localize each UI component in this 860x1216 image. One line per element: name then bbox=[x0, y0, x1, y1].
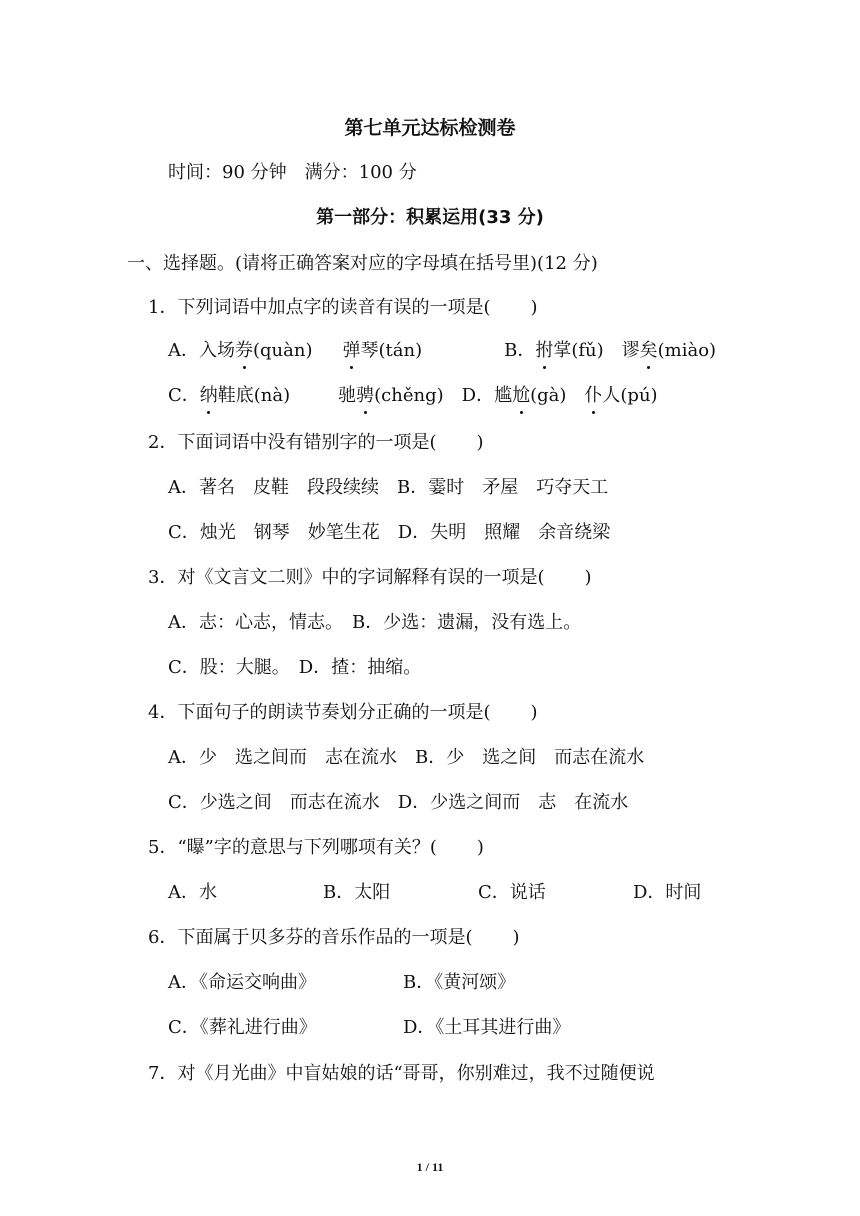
dotted-char: 拊 bbox=[535, 340, 554, 361]
question-2-stem: 2．下面词语中没有错别字的一项是( ) bbox=[148, 432, 484, 453]
question-3-stem: 3．对《文言文二则》中的字词解释有误的一项是( ) bbox=[148, 567, 592, 588]
question-3-options-ab: A．志：心志，情志。 B．少选：遗漏，没有选上。 bbox=[168, 612, 582, 633]
question-6-option-c: C．《葬礼进行曲》 bbox=[168, 1017, 317, 1038]
question-4-options-cd: C．少选之间 而志在流水 D．少选之间而 志 在流水 bbox=[168, 792, 629, 813]
question-6-option-b: B．《黄河颂》 bbox=[403, 972, 516, 993]
dotted-char: 仆 bbox=[584, 385, 603, 406]
question-6-stem: 6．下面属于贝多芬的音乐作品的一项是( ) bbox=[148, 927, 520, 948]
dotted-char: 纳 bbox=[199, 385, 218, 406]
question-5-option-d: D．时间 bbox=[633, 882, 702, 903]
question-5-option-a: A．水 bbox=[168, 882, 217, 903]
exam-info: 时间：90 分钟 满分：100 分 bbox=[168, 162, 417, 183]
part-heading: 第一部分：积累运用(33 分) bbox=[316, 207, 544, 228]
page-title: 第七单元达标检测卷 bbox=[344, 117, 516, 139]
question-2-options-ab: A．著名 皮鞋 段段续续 B．霎时 矛屋 巧夺天工 bbox=[168, 477, 609, 498]
question-2-options-cd: C．烛光 钢琴 妙笔生花 D．失明 照耀 余音绕梁 bbox=[168, 522, 611, 543]
question-1-options-ab: A．入场券(quàn) 弹琴(tán) B．拊掌(fǔ) 谬矣(miào) bbox=[168, 340, 717, 361]
dotted-char: 券 bbox=[235, 340, 253, 361]
question-6-option-d: D．《土耳其进行曲》 bbox=[403, 1017, 571, 1038]
dotted-char: 矣 bbox=[639, 340, 658, 361]
question-3-options-cd: C．股：大腿。 D．揸：抽缩。 bbox=[168, 657, 422, 678]
page-number: 1 / 11 bbox=[416, 1160, 444, 1174]
question-5-stem: 5．“曝”字的意思与下列哪项有关？( ) bbox=[148, 837, 484, 858]
question-6-option-a: A．《命运交响曲》 bbox=[168, 972, 316, 993]
section-heading: 一、选择题。(请将正确答案对应的字母填在括号里)(12 分) bbox=[127, 253, 598, 274]
question-5-option-b: B．太阳 bbox=[323, 882, 391, 903]
question-7-stem: 7．对《月光曲》中盲姑娘的话“哥哥，你别难过，我不过随便说 bbox=[148, 1063, 655, 1084]
dotted-char: 骋 bbox=[356, 385, 375, 406]
question-4-options-ab: A．少 选之间而 志在流水 B．少 选之间 而志在流水 bbox=[168, 747, 645, 768]
question-1-options-cd: C．纳鞋底(nà) 驰骋(chěng) D．尴尬(gà) 仆人(pú) bbox=[168, 385, 658, 406]
question-5-option-c: C．说话 bbox=[478, 882, 546, 903]
question-1-stem: 1．下列词语中加点字的读音有误的一项是( ) bbox=[148, 297, 538, 318]
dotted-char: 弹 bbox=[342, 340, 361, 361]
question-4-stem: 4．下面句子的朗读节奏划分正确的一项是( ) bbox=[148, 702, 538, 723]
dotted-char: 尬 bbox=[512, 385, 531, 406]
